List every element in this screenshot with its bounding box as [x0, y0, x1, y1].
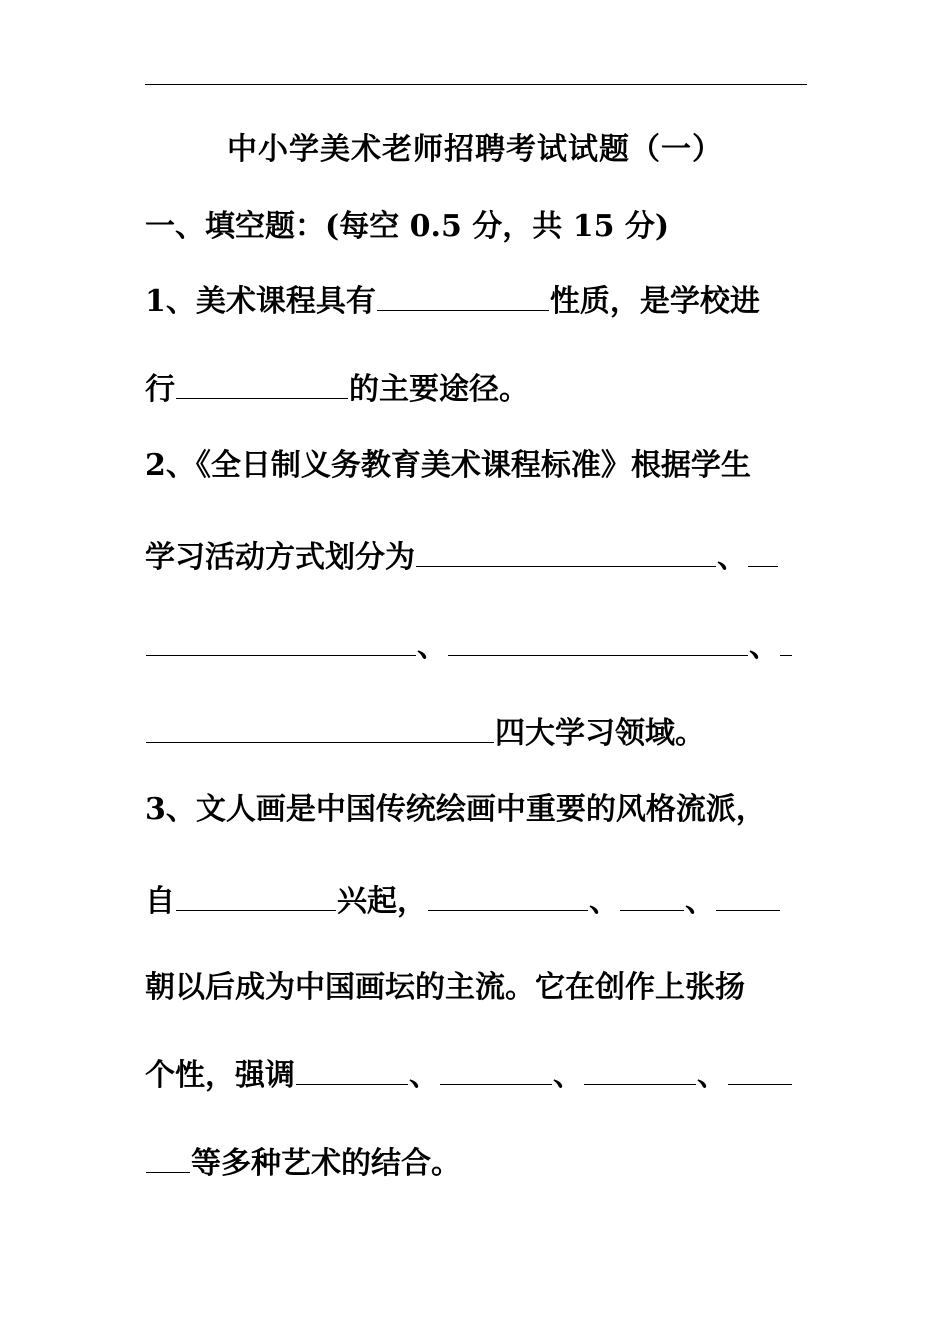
q3-sep-1: 、: [589, 884, 619, 919]
page-title: 中小学美术老师招聘考试试题（一）: [227, 132, 723, 167]
question-3-line-4: [145, 1054, 793, 1098]
q3-blank-8b[interactable]: [146, 1142, 190, 1173]
q1-blank-2[interactable]: [176, 368, 348, 399]
q1-text-b: 性质，是学校进: [549, 284, 760, 319]
question-3-line-5: [145, 1142, 461, 1186]
q1-text-a: 1、美术课程具有: [145, 284, 376, 319]
q3-blank-6[interactable]: [440, 1054, 552, 1085]
question-1-line-2: [145, 368, 529, 412]
q2-blank-2b[interactable]: [146, 625, 416, 656]
question-3-line-2: [145, 880, 781, 924]
q2-blank-2a[interactable]: [748, 536, 778, 567]
q2-blank-3[interactable]: [448, 625, 748, 656]
q3-blank-4[interactable]: [716, 880, 780, 911]
question-2-line-1: 2、《全日制义务教育美术课程标准》根据学生: [145, 448, 751, 483]
q3-blank-7[interactable]: [584, 1054, 696, 1085]
q2-text-a: 学习活动方式划分为: [145, 540, 415, 575]
q3-sep-4: 、: [553, 1058, 583, 1093]
q3-blank-3[interactable]: [620, 880, 684, 911]
q1-text-c: 行: [145, 372, 175, 407]
q3-blank-5[interactable]: [296, 1054, 408, 1085]
question-2-line-2: [145, 536, 779, 580]
question-3-line-3: 朝以后成为中国画坛的主流。它在创作上张扬: [145, 970, 745, 1005]
question-3-line-1: 3、文人画是中国传统绘画中重要的风格流派，: [145, 792, 766, 827]
question-2-line-4: [145, 712, 705, 756]
q3-text-a: 自: [145, 884, 175, 919]
q3-sep-5: 、: [697, 1058, 727, 1093]
q3-text-d: 等多种艺术的结合。: [191, 1146, 461, 1181]
q2-blank-4a[interactable]: [780, 625, 792, 656]
q2-sep-1: 、: [717, 540, 747, 575]
question-1-line-1: [145, 280, 760, 324]
q1-text-d: 的主要途径。: [349, 372, 529, 407]
q1-blank-1[interactable]: [377, 280, 549, 311]
q3-blank-1[interactable]: [176, 880, 336, 911]
q3-blank-8a[interactable]: [728, 1054, 792, 1085]
q2-sep-3: 、: [749, 629, 779, 664]
q2-text-b: 四大学习领域。: [495, 716, 705, 751]
q3-text-c: 个性，强调: [145, 1058, 295, 1093]
q3-sep-2: 、: [685, 884, 715, 919]
question-2-line-3: [145, 625, 793, 669]
q3-sep-3: 、: [409, 1058, 439, 1093]
header-rule: [145, 84, 807, 85]
q2-sep-2: 、: [417, 629, 447, 664]
q2-blank-1[interactable]: [416, 536, 716, 567]
section-heading: 一、填空题：(每空 0.5 分，共 15 分): [145, 209, 670, 244]
q2-blank-4b[interactable]: [146, 712, 494, 743]
q3-blank-2[interactable]: [428, 880, 588, 911]
q3-text-b: 兴起，: [337, 884, 427, 919]
